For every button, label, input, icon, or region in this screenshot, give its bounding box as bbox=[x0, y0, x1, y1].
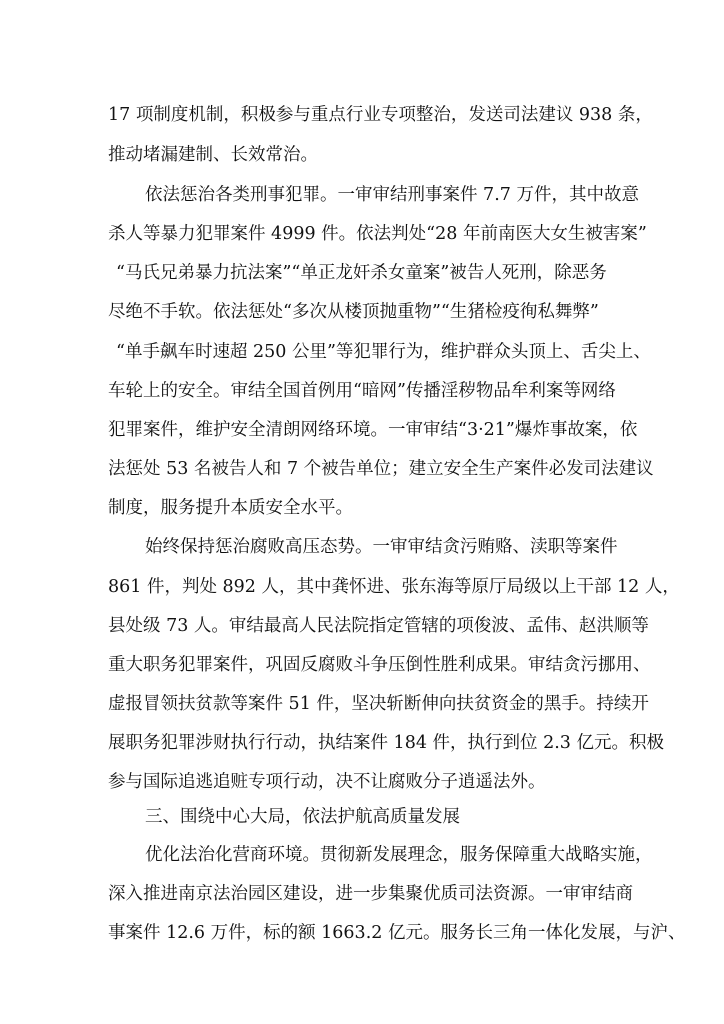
text-line: 17 项制度机制，积极参与重点行业专项整治，发送司法建议 938 条， bbox=[108, 105, 653, 125]
paragraph-start-line: 依法惩治各类刑事犯罪。一审审结刑事案件 7.7 万件，其中故意 bbox=[145, 185, 639, 205]
text-line: 深入推进南京法治园区建设，进一步集聚优质司法资源。一审审结商 bbox=[108, 884, 633, 904]
text-line: 杀人等暴力犯罪案件 4999 件。依法判处“28 年前南医大女生被害案” bbox=[108, 224, 647, 244]
text-line: 虚报冒领扶贫款等案件 51 件，坚决斩断伸向扶贫资金的黑手。持续开 bbox=[108, 694, 649, 714]
text-line: “单手飙车时速超 250 公里”等犯罪行为，维护群众头顶上、舌尖上、 bbox=[116, 342, 651, 362]
text-line: “马氏兄弟暴力抗法案”“单正龙奸杀女童案”被告人死刑，除恶务 bbox=[116, 263, 607, 283]
text-line: 法惩处 53 名被告人和 7 个被告单位；建立安全生产案件必发司法建议 bbox=[108, 459, 654, 479]
text-line: 犯罪案件，维护安全清朗网络环境。一审审结“3·21”爆炸事故案，依 bbox=[108, 420, 638, 440]
paragraph-start-line: 优化法治化营商环境。贯彻新发展理念，服务保障重大战略实施， bbox=[145, 845, 653, 865]
text-line: 861 件，判处 892 人，其中龚怀进、张东海等原厅局级以上干部 12 人， bbox=[108, 577, 680, 597]
text-line: 事案件 12.6 万件，标的额 1663.2 亿元。服务长三角一体化发展，与沪、 bbox=[108, 923, 686, 943]
text-line: 尽绝不手软。依法惩处“多次从楼顶抛重物”“生猪检疫徇私舞弊” bbox=[108, 302, 599, 322]
text-line: 参与国际追逃追赃专项行动，决不让腐败分子逍遥法外。 bbox=[108, 772, 546, 792]
text-line: 重大职务犯罪案件，巩固反腐败斗争压倒性胜利成果。审结贪污挪用、 bbox=[108, 655, 651, 675]
paragraph-start-line: 始终保持惩治腐败高压态势。一审审结贪污贿赂、渎职等案件 bbox=[145, 537, 618, 557]
text-line: 车轮上的安全。审结全国首例用“暗网”传播淫秽物品牟利案等网络 bbox=[108, 381, 616, 401]
section-heading: 三、围绕中心大局，依法护航高质量发展 bbox=[145, 807, 460, 827]
text-line: 县处级 73 人。审结最高人民法院指定管辖的项俊波、孟伟、赵洪顺等 bbox=[108, 616, 649, 636]
text-line: 展职务犯罪涉财执行行动，执结案件 184 件，执行到位 2.3 亿元。积极 bbox=[108, 733, 664, 753]
text-line: 推动堵漏建制、长效常治。 bbox=[108, 145, 318, 165]
text-line: 制度，服务提升本质安全水平。 bbox=[108, 498, 353, 518]
